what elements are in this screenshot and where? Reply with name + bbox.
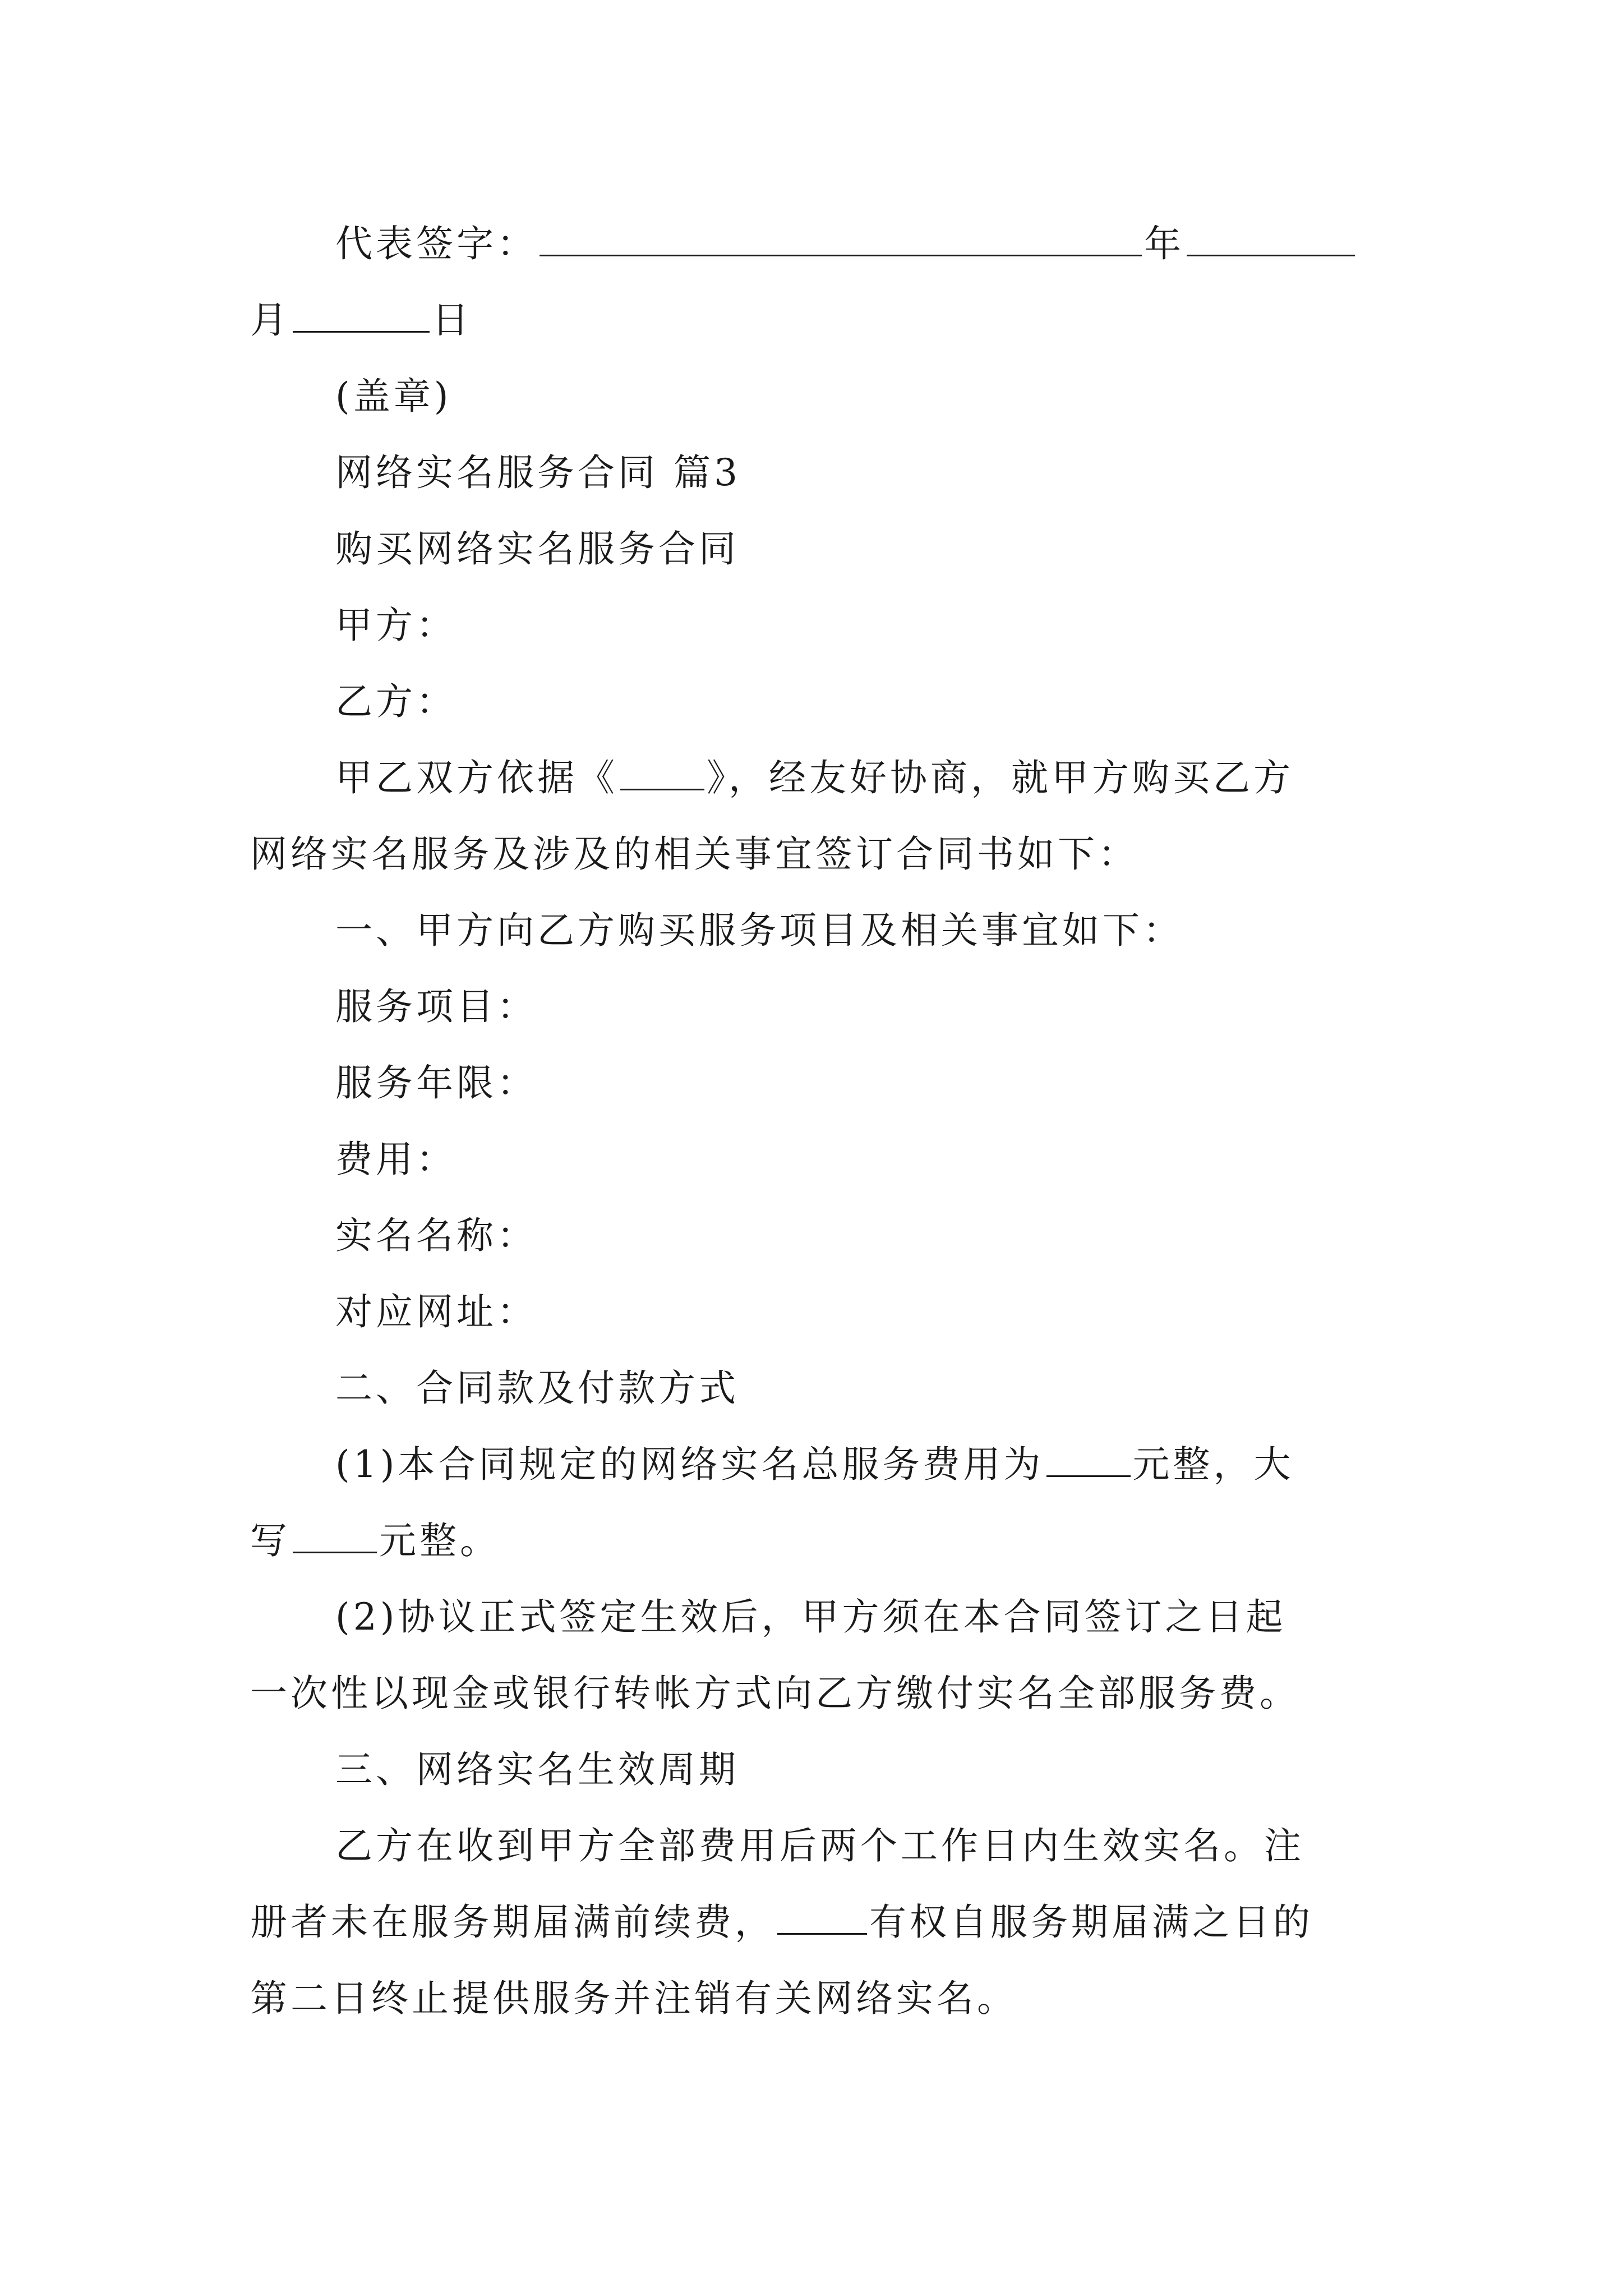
clause2-item2-line2: 一次性以现金或银行转帐方式向乙方缴付实名全部服务费。 [250,1672,1300,1715]
party-blank [777,1903,867,1935]
year-label: 年 [1144,222,1184,265]
service-item-label: 服务项目： [335,985,537,1028]
clause3-line3: 第二日终止提供服务并注销有关网络实名。 [250,1977,1017,2020]
clause1-heading: 一、甲方向乙方购买服务项目及相关事宜如下： [335,909,1183,952]
clause2-item2-line1: (2)协议正式签定生效后，甲方须在本合同签订之日起 [335,1595,1287,1639]
contract-title: 购买网络实名服务合同 [335,527,739,570]
clause2-item1-text-start: (1)本合同规定的网络实名总服务费用为 [335,1443,1044,1486]
clause2-heading: 二、合同款及付款方式 [335,1366,739,1410]
service-term-label: 服务年限： [335,1061,537,1105]
fee-label: 费用： [335,1138,457,1181]
signature-blank [540,224,1142,256]
law-name-blank [620,758,704,790]
clause3-line2-text-start: 册者未在服务期届满前续费， [250,1901,775,1944]
clause2-item1-line2 [250,1503,1372,1579]
month-label: 月 [250,298,291,342]
amount-blank [1046,1445,1131,1477]
seal-note: (盖章) [335,375,452,418]
url-label: 对应网址： [335,1290,537,1333]
capital-amount-label: 写 [250,1519,291,1562]
intro-paragraph-line1 [250,740,1372,816]
day-label: 日 [432,298,472,342]
clause2-item1-line1 [250,1427,1372,1503]
capital-amount-blank [293,1521,377,1553]
capital-amount-unit: 元整。 [379,1519,500,1562]
intro-paragraph-line2: 网络实名服务及涉及的相关事宜签订合同书如下： [250,832,1138,876]
clause3-line2-text-end: 有权自服务期届满之日的 [869,1901,1313,1944]
clause3-heading: 三、网络实名生效周期 [335,1748,739,1791]
date-line [250,282,1372,358]
intro-text-end: 》，经友好协商，就甲方购买乙方 [707,756,1294,799]
document-body [250,206,1372,2037]
intro-text-start: 甲乙双方依据《 [335,756,618,799]
month-blank [293,301,430,333]
signature-label: 代表签字： [335,222,537,265]
clause3-line1: 乙方在收到甲方全部费用后两个工作日内生效实名。注 [335,1824,1304,1867]
clause3-line2 [250,1884,1372,1961]
real-name-label: 实名名称： [335,1214,537,1257]
party-b-label: 乙方： [335,680,457,723]
year-blank [1187,224,1355,256]
section-title: 网络实名服务合同 篇3 [335,451,741,494]
signature-line [250,206,1372,282]
party-a-label: 甲方： [335,604,457,647]
clause2-item1-text-end: 元整，大 [1132,1443,1294,1486]
